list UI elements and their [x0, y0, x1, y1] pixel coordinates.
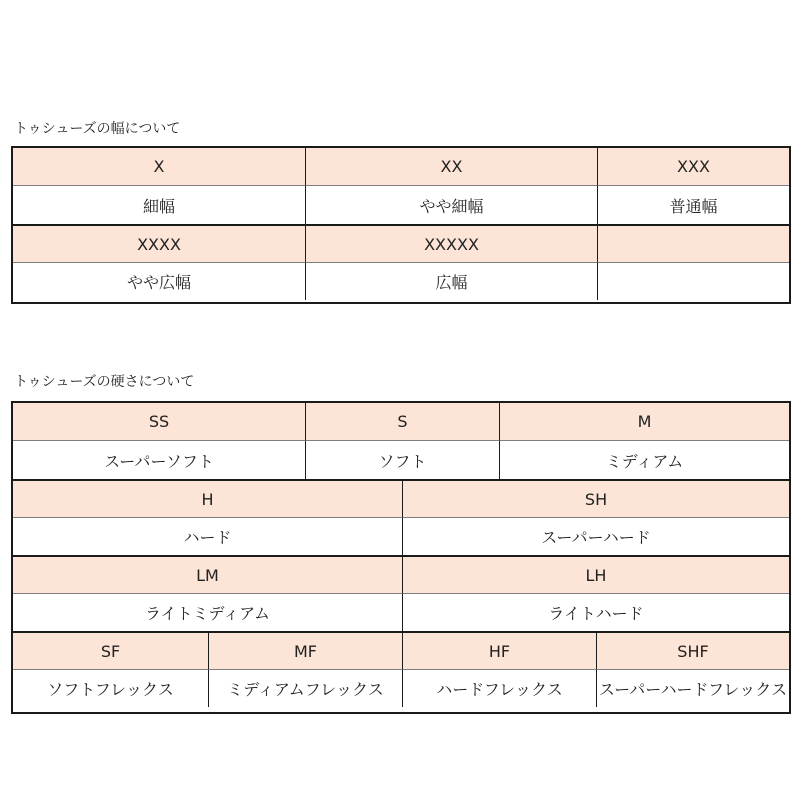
hardness-code-cell: SHF [596, 633, 789, 670]
width-desc-cell [597, 263, 789, 300]
width-desc-cell: 細幅 [13, 186, 305, 224]
hardness-desc-cell: ハードフレックス [402, 670, 596, 707]
hardness-code-cell: LM [13, 557, 402, 594]
hardness-code-cell: SH [402, 481, 789, 518]
width-table-title: トゥシューズの幅について [14, 121, 181, 137]
width-desc-cell: 普通幅 [597, 186, 789, 224]
width-desc-cell: やや細幅 [305, 186, 597, 224]
hardness-header-row-3 [13, 557, 789, 594]
hardness-desc-cell: スーパーハードフレックス [596, 670, 789, 707]
width-code-cell: XXXXX [305, 226, 597, 263]
hardness-code-cell: LH [402, 557, 789, 594]
hardness-code-cell: H [13, 481, 402, 518]
width-table [11, 146, 791, 304]
width-desc-row-1 [13, 186, 789, 224]
hardness-code-cell: S [305, 403, 499, 441]
hardness-group-4 [13, 631, 789, 707]
hardness-desc-cell: ハード [13, 518, 402, 555]
width-desc-row-2 [13, 263, 789, 300]
hardness-desc-cell: ソフトフレックス [13, 670, 208, 707]
hardness-code-cell: M [499, 403, 789, 441]
hardness-desc-cell: ミディアム [499, 441, 789, 479]
width-header-row-2 [13, 226, 789, 263]
hardness-desc-row-2 [13, 518, 789, 555]
hardness-table [11, 401, 791, 714]
width-code-cell: XX [305, 148, 597, 186]
hardness-desc-cell: スーパーソフト [13, 441, 305, 479]
hardness-header-row-1 [13, 403, 789, 441]
hardness-desc-cell: ライトハード [402, 594, 789, 631]
width-code-cell: XXX [597, 148, 789, 186]
width-code-cell: XXXX [13, 226, 305, 263]
width-code-cell [597, 226, 789, 263]
hardness-desc-cell: ソフト [305, 441, 499, 479]
hardness-group-2 [13, 479, 789, 555]
hardness-desc-row-1 [13, 441, 789, 479]
hardness-table-title: トゥシューズの硬さについて [14, 374, 195, 390]
width-group-2 [13, 224, 789, 300]
hardness-code-cell: HF [402, 633, 596, 670]
hardness-desc-row-3 [13, 594, 789, 631]
hardness-code-cell: SF [13, 633, 208, 670]
width-group-1 [13, 148, 789, 224]
width-code-cell: X [13, 148, 305, 186]
hardness-header-row-4 [13, 633, 789, 670]
width-desc-cell: やや広幅 [13, 263, 305, 300]
hardness-desc-cell: ライトミディアム [13, 594, 402, 631]
width-desc-cell: 広幅 [305, 263, 597, 300]
hardness-desc-row-4 [13, 670, 789, 707]
hardness-desc-cell: ミディアムフレックス [208, 670, 402, 707]
hardness-code-cell: SS [13, 403, 305, 441]
hardness-desc-cell: スーパーハード [402, 518, 789, 555]
hardness-code-cell: MF [208, 633, 402, 670]
hardness-header-row-2 [13, 481, 789, 518]
hardness-group-3 [13, 555, 789, 631]
hardness-group-1 [13, 403, 789, 479]
width-header-row-1 [13, 148, 789, 186]
